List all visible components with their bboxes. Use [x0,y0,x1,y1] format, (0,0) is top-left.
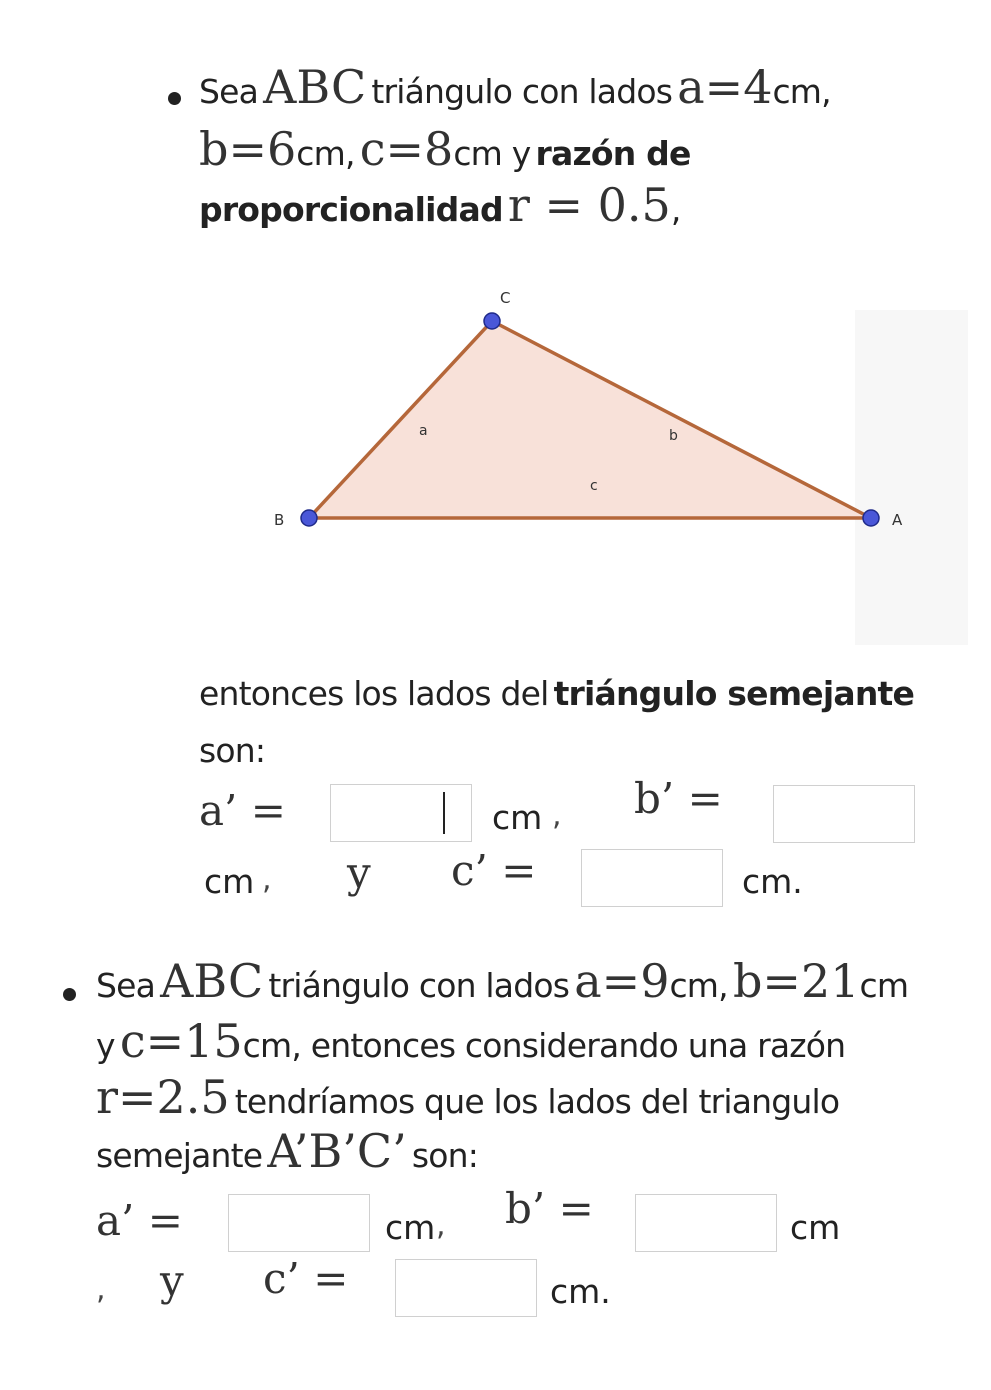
separator: , [436,1208,446,1243]
cm-unit: cm [492,798,543,837]
ratio-label: razón de [535,134,691,173]
cm-unit: cm [859,966,909,1005]
item2-line3 [96,1070,839,1124]
y-text: y [96,1026,115,1065]
c-prime-label: c’ = [263,1254,349,1303]
cm-unit: cm. [550,1272,611,1311]
triangle-text: triángulo con lados [268,966,570,1005]
c-prime-input[interactable] [581,849,723,907]
cm-unit: cm [385,1208,436,1247]
c-equation: c=15 [119,1014,243,1068]
b-prime-label: b’ = [505,1184,594,1233]
similar-triangle-label: triángulo semejante [553,674,915,713]
label-a-vertex: A [892,511,903,529]
item1-line2 [199,122,691,176]
triangle-text: triángulo con lados [371,72,673,111]
comma: , [670,190,681,229]
a-equation: a=9 [574,954,670,1008]
b-prime-label: b’ = [634,774,723,823]
b-equation: b=6 [199,122,297,176]
label-a-side: a [419,423,428,439]
cm-unit: cm, [296,134,355,173]
abc-prime-math: A’B’C’ [267,1124,407,1178]
sea-text: Sea [199,72,259,111]
a-prime-input[interactable] [330,784,472,842]
r-equation: r = 0.5 [507,178,671,232]
c-equation: c=8 [359,122,454,176]
bullet-1 [168,92,181,105]
vertex-c [484,313,500,329]
item1-line1 [199,60,831,114]
bullet-2 [63,988,76,1001]
then-text: entonces los lados del [199,674,549,713]
label-b-side: b [669,428,678,444]
label-b-vertex: B [274,511,285,529]
a-prime-label: a’ = [199,786,286,835]
abc-math: ABC [263,60,367,114]
a-prime-input[interactable] [228,1194,370,1252]
separator: , [262,862,272,897]
abc-math: ABC [160,954,264,1008]
y-conjunction: y [160,1256,184,1305]
r-equation: r=2.5 [96,1070,230,1124]
separator: , [552,798,562,833]
item2-line1 [96,954,908,1008]
separator: , [96,1272,106,1307]
text-caret [443,792,445,834]
similar-text: semejante [96,1136,263,1175]
cm-unit: cm [204,862,255,901]
a-equation: a=4 [677,60,773,114]
triangle-figure [260,280,940,550]
cm-unit: cm. [742,862,803,901]
cm-unit: cm, [772,72,831,111]
son-text: son: [411,1136,479,1175]
proportionality-label: proporcionalidad [199,190,503,229]
b-equation: b=21 [732,954,860,1008]
a-prime-label: a’ = [96,1196,183,1245]
y-conjunction: y [347,848,371,897]
vertex-b [301,510,317,526]
b-prime-input[interactable] [635,1194,777,1252]
c-prime-input[interactable] [395,1259,537,1317]
b-prime-input[interactable] [773,785,915,843]
sea-text: Sea [96,966,156,1005]
item1-line3 [199,178,681,232]
son-text: son: [199,731,266,770]
item1-after-line1 [199,674,914,713]
item2-line2 [96,1014,845,1068]
considering-text: cm, entonces considerando una razón [242,1026,846,1065]
cm-unit: cm, [669,966,728,1005]
label-c-vertex: C [500,289,511,307]
c-prime-label: c’ = [451,846,537,895]
cm-unit: cm [790,1208,841,1247]
cm-unit: cm y [453,134,531,173]
would-have-text: tendríamos que los lados del triangulo [234,1082,840,1121]
label-c-side: c [590,478,598,494]
item2-line4 [96,1124,478,1178]
vertex-a [863,510,879,526]
